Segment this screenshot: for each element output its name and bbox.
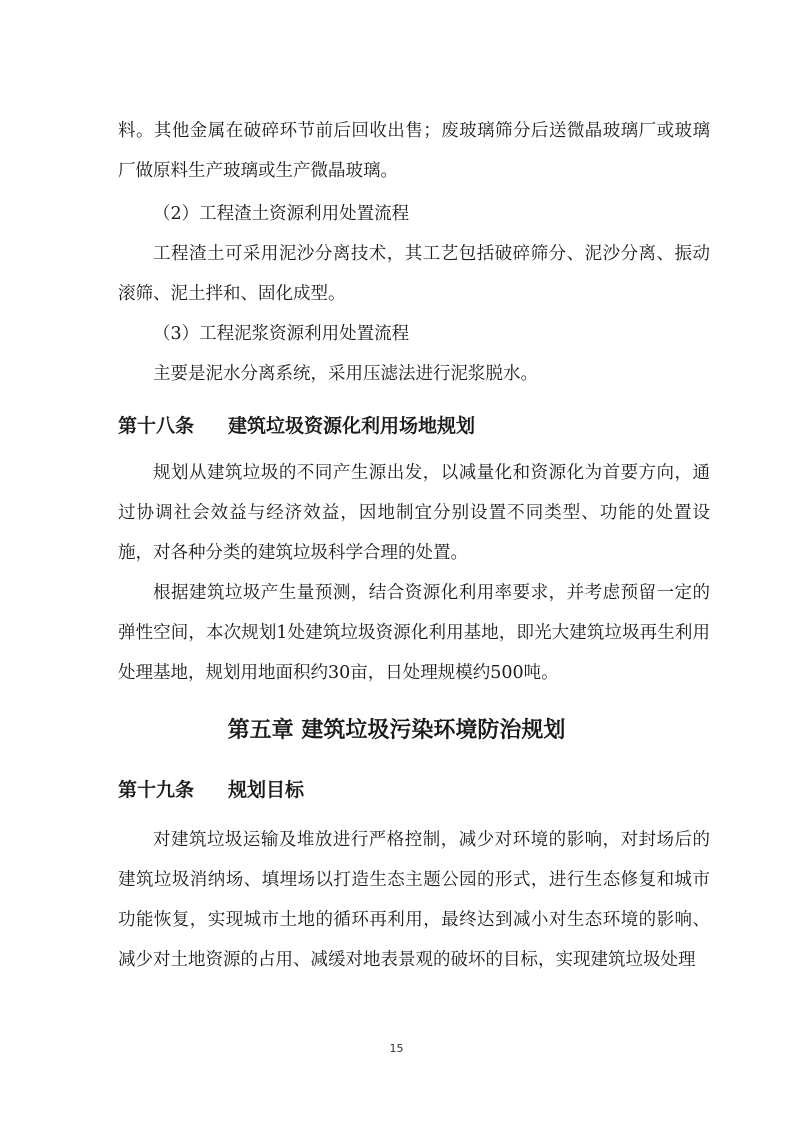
article-18-paragraph-2: 根据建筑垃圾产生量预测，结合资源化利用率要求，并考虑预留一定的弹性空间，本次规划1处建筑垃圾资源化利用基地，即光大建筑垃圾再生利用处理基地，规划用地面积约30亩，日处理规模约500吨。 <box>118 583 710 683</box>
paragraph-continuation: 料。其他金属在破碎环节前后回收出售；废玻璃筛分后送微晶玻璃厂或玻璃厂做原料生产玻璃或生产微晶玻璃。 <box>118 121 710 181</box>
chapter-title: 第五章 建筑垃圾污染环境防治规划 <box>227 718 566 743</box>
article-19-heading <box>118 774 304 806</box>
subheading-3: （3）工程泥浆资源利用处置流程 <box>153 324 410 344</box>
paragraph-mud: 主要是泥水分离系统，采用压滤法进行泥浆脱水。 <box>153 364 538 384</box>
paragraph-slag: 工程渣土可采用泥沙分离技术，其工艺包括破碎筛分、泥沙分离、振动滚筛、泥土拌和、固化成型。 <box>118 244 710 304</box>
article-number: 第十九条 <box>118 779 195 801</box>
article-number: 第十八条 <box>118 415 195 437</box>
article-19-paragraph-1: 对建筑垃圾运输及堆放进行严格控制，减少对环境的影响，对封场后的建筑垃圾消纳场、填埋场以打造生态主题公园的形式，进行生态修复和城市功能恢复，实现城市土地的循环再利用，最终达到减小对生态环境的影响、减少对土地资源的占用、减缓对地表景观的破坏的目标，实现建筑垃圾处理 <box>118 830 710 970</box>
article-18-paragraph-1: 规划从建筑垃圾的不同产生源出发，以减量化和资源化为首要方向，通过协调社会效益与经济效益，因地制宜分别设置不同类型、功能的处置设施，对各种分类的建筑垃圾科学合理的处置。 <box>118 463 710 563</box>
article-18-heading <box>118 410 475 442</box>
article-title: 规划目标 <box>228 779 305 801</box>
page-number: 15 <box>389 1042 404 1055</box>
article-title: 建筑垃圾资源化利用场地规划 <box>228 415 476 437</box>
subheading-2: （2）工程渣土资源利用处置流程 <box>153 204 410 224</box>
